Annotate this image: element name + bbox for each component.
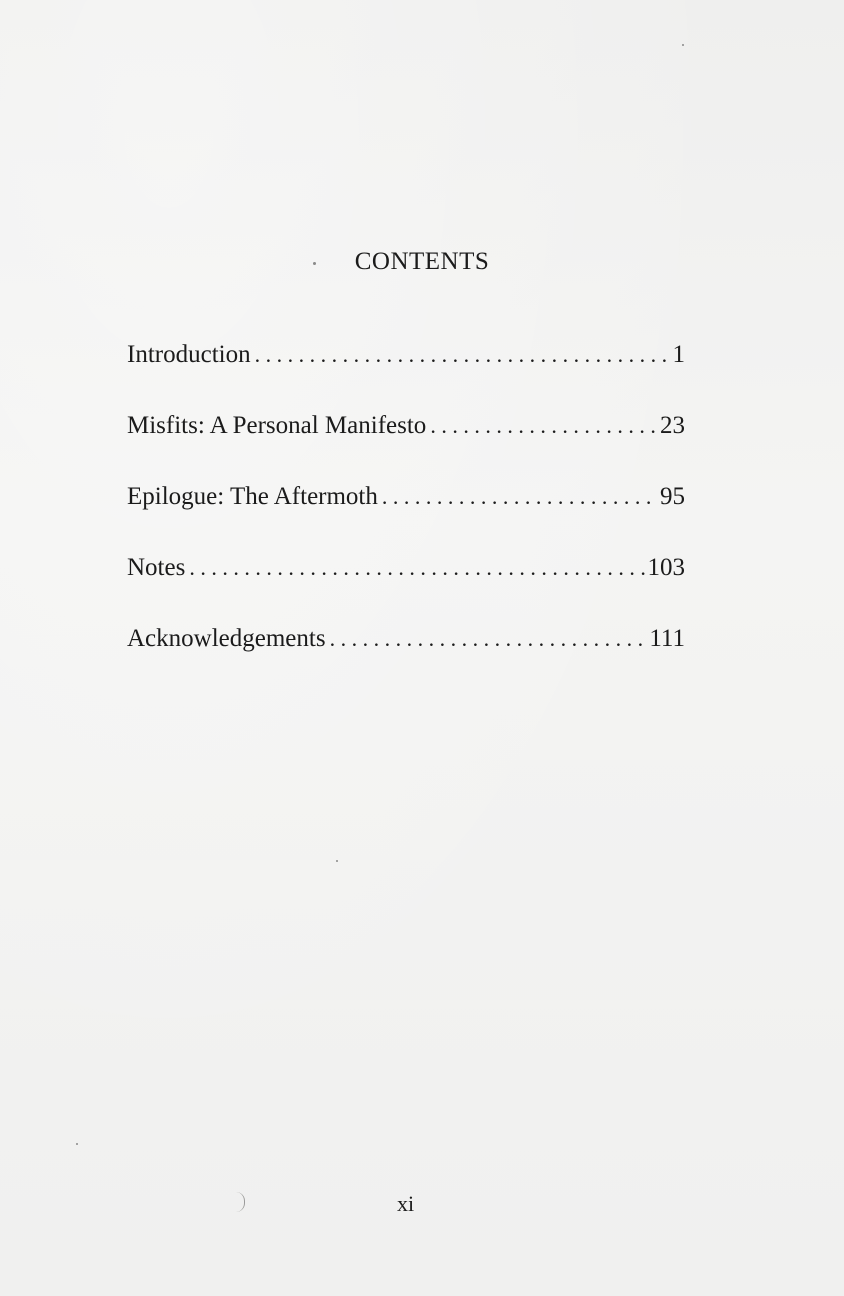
toc-entry-introduction[interactable] — [127, 338, 685, 409]
toc-entry-title: Notes — [127, 554, 186, 581]
toc-entry-title: Introduction — [127, 341, 251, 368]
page-title: CONTENTS — [354, 248, 490, 275]
toc-entry-page: 23 — [660, 412, 685, 439]
toc-entry-epilogue[interactable] — [127, 480, 685, 551]
toc-dot-leader — [255, 338, 671, 372]
toc-entry-misfits[interactable] — [127, 409, 685, 480]
toc-entry-page: 95 — [660, 483, 685, 510]
toc-entry-page: 1 — [672, 341, 685, 368]
scan-speck — [336, 860, 338, 862]
toc-dot-leader — [330, 622, 648, 656]
toc-dot-leader — [430, 409, 658, 443]
scan-speck — [76, 1143, 78, 1145]
toc-entry-title: Epilogue: The Aftermoth — [127, 483, 378, 510]
toc-entry-title: Misfits: A Personal Manifesto — [127, 412, 427, 439]
scan-speck — [682, 44, 684, 46]
toc-dot-leader — [189, 551, 645, 585]
toc-entry-title: Acknowledgements — [127, 625, 326, 652]
toc-entry-acknowledgements[interactable] — [127, 622, 685, 693]
table-of-contents — [127, 338, 685, 693]
toc-entry-page: 103 — [647, 554, 685, 581]
toc-entry-notes[interactable] — [127, 551, 685, 622]
toc-dot-leader — [382, 480, 658, 514]
toc-entry-page: 111 — [649, 625, 685, 652]
page-number: xi — [396, 1191, 415, 1216]
